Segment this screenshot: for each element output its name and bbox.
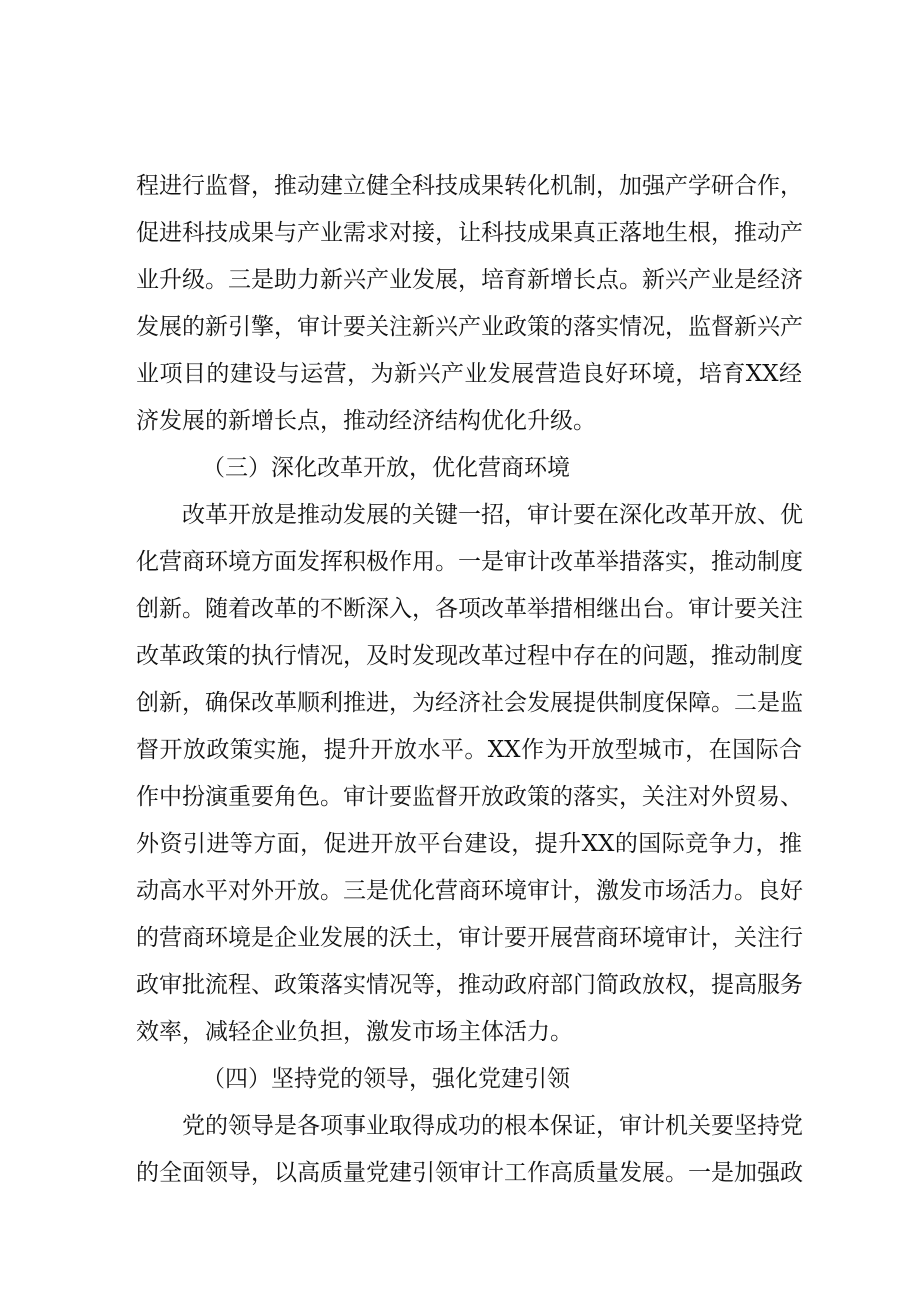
text-line: 业项目的建设与运营，为新兴产业发展营造良好环境，培育XX经: [136, 361, 802, 387]
text-line: 改革开放是推动发展的关键一招，审计要在深化改革开放、优: [182, 502, 803, 528]
text-line: 督开放政策实施，提升开放水平。XX作为开放型城市，在国际合: [136, 737, 802, 763]
paragraph-tech-transfer: [136, 163, 802, 445]
text-line: 作中扮演重要角色。审计要监督开放政策的落实，关注对外贸易、: [136, 784, 803, 810]
document-body: [136, 163, 802, 1197]
text-line: 济发展的新增长点，推动经济结构优化升级。: [136, 408, 596, 434]
text-line: 创新，确保改革顺利推进，为经济社会发展提供制度保障。二是监: [136, 690, 803, 716]
text-line: 化营商环境方面发挥积极作用。一是审计改革举措落实，推动制度: [136, 549, 803, 575]
text-line: 效率，减轻企业负担，激发市场主体活力。: [136, 1019, 573, 1045]
text-line: 的全面领导，以高质量党建引领审计工作高质量发展。一是加强政: [136, 1160, 803, 1186]
text-line: 创新。随着改革的不断深入，各项改革举措相继出台。审计要关注: [136, 596, 803, 622]
section-heading-four: （四）坚持党的领导，强化党建引领: [202, 1066, 570, 1092]
paragraph-reform-opening: [136, 492, 802, 1056]
text-line: 程进行监督，推动建立健全科技成果转化机制，加强产学研合作，: [136, 173, 803, 199]
text-line: 业升级。三是助力新兴产业发展，培育新增长点。新兴产业是经济: [136, 267, 803, 293]
text-line: 动高水平对外开放。三是优化营商环境审计，激发市场活力。良好: [136, 878, 803, 904]
paragraph-party-leadership: [136, 1103, 802, 1197]
text-line: 党的领导是各项事业取得成功的根本保证，审计机关要坚持党: [182, 1113, 803, 1139]
text-line: 外资引进等方面，促进开放平台建设，提升XX的国际竞争力，推: [136, 831, 802, 857]
text-line: 促进科技成果与产业需求对接，让科技成果真正落地生根，推动产: [136, 220, 803, 246]
section-heading-three: （三）深化改革开放，优化营商环境: [202, 455, 570, 481]
text-line: 改革政策的执行情况，及时发现改革过程中存在的问题，推动制度: [136, 643, 803, 669]
text-line: 政审批流程、政策落实情况等，推动政府部门简政放权，提高服务: [136, 972, 803, 998]
text-line: 的营商环境是企业发展的沃土，审计要开展营商环境审计，关注行: [136, 925, 803, 951]
text-line: 发展的新引擎，审计要关注新兴产业政策的落实情况，监督新兴产: [136, 314, 803, 340]
